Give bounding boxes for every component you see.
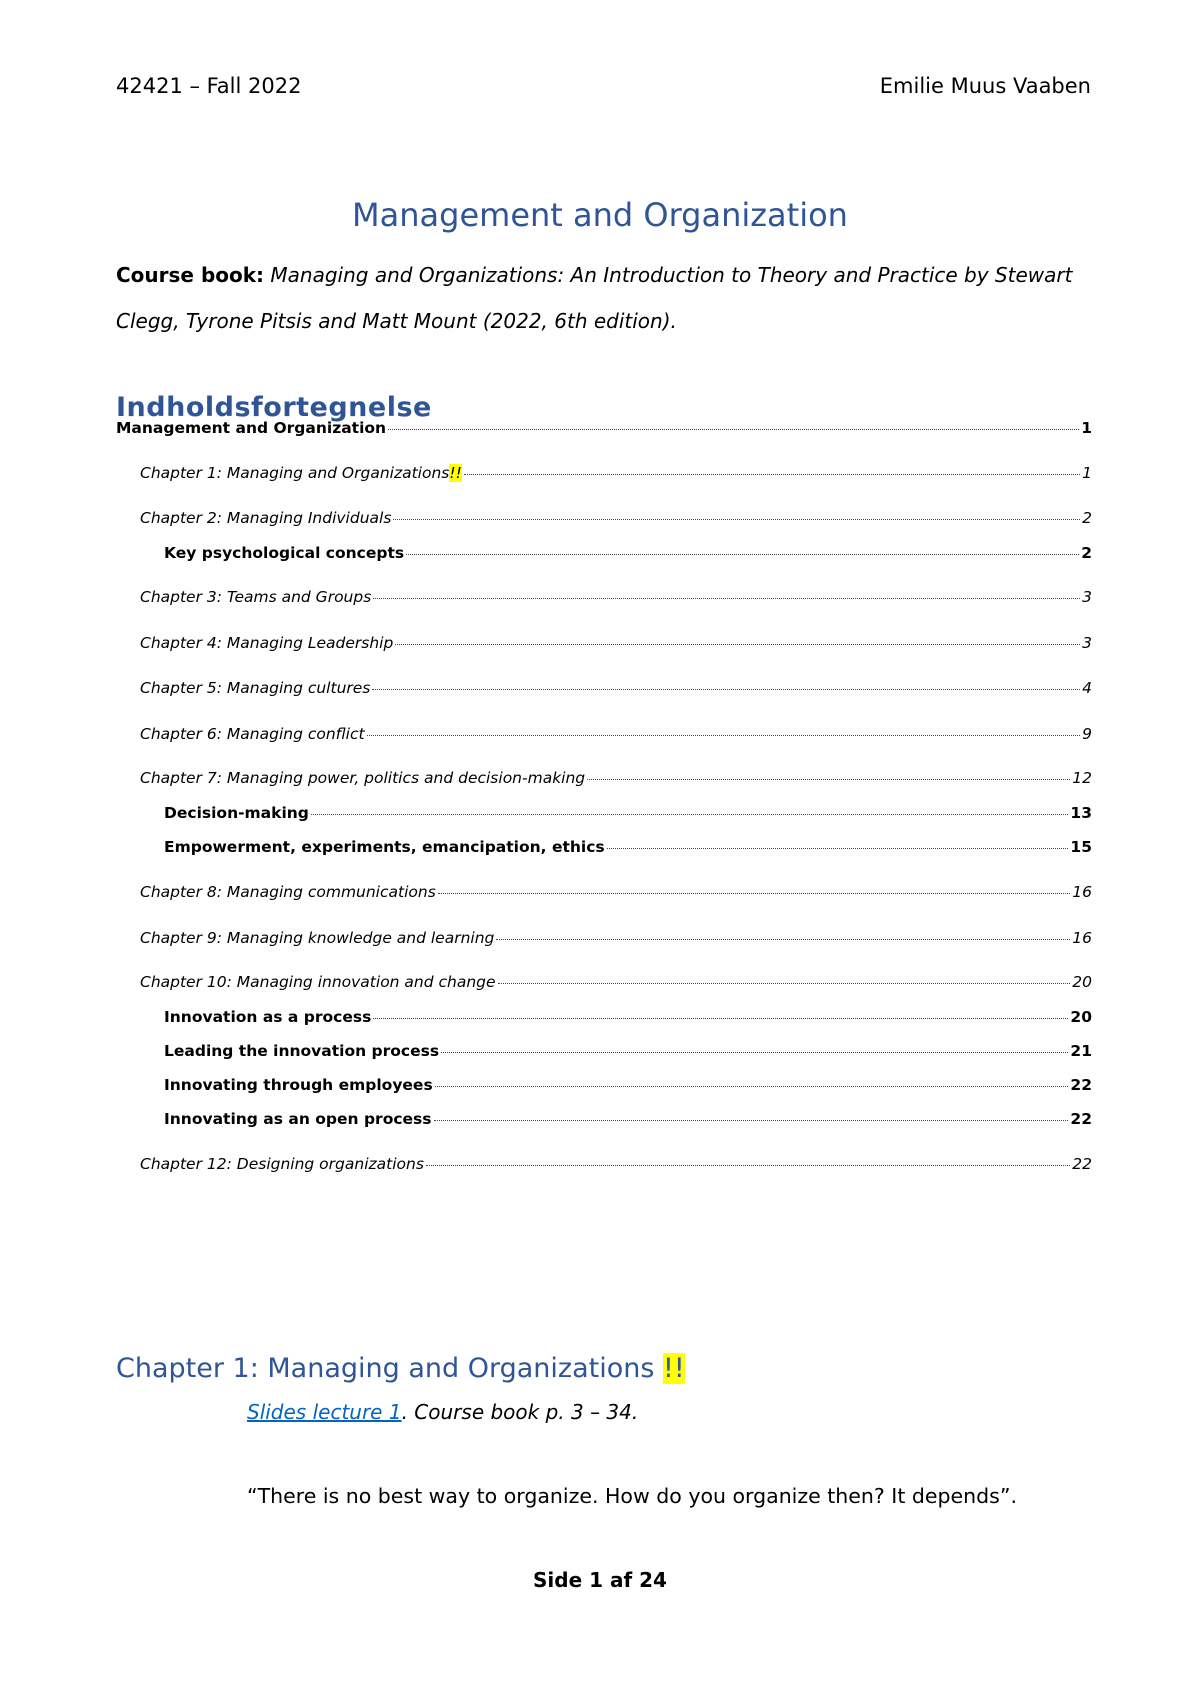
toc-entry[interactable] [116,419,1092,437]
course-book-text-line2: Clegg, Tyrone Pitsis and Matt Mount (2022, 6th edition). [116,309,677,333]
header-course-code: 42421 – Fall 2022 [116,74,302,98]
toc-entry-title: Chapter 6: Managing conflict [140,725,365,743]
toc-page-number: 3 [1082,634,1092,652]
toc-dot-leader [441,1051,1068,1053]
toc-dot-leader [311,813,1069,815]
toc-entry[interactable] [140,769,1092,787]
toc-entry-title: Management and Organization [116,419,387,437]
chapter1-heading [116,1353,685,1384]
toc-dot-leader [498,982,1071,984]
toc-dot-leader [496,938,1070,940]
course-book-paragraph [116,252,1091,344]
toc-entry-title: Chapter 2: Managing Individuals [140,509,392,527]
toc-page-number: 21 [1070,1042,1092,1060]
toc-entry[interactable] [140,634,1092,652]
toc-page-number: 4 [1082,679,1092,697]
toc-entry-title: Chapter 4: Managing Leadership [140,634,394,652]
toc-entry-title: Key psychological concepts [164,544,405,562]
toc-dot-leader [395,643,1080,645]
toc-entry-title: Leading the innovation process [164,1042,440,1060]
toc-page-number: 16 [1072,883,1092,901]
toc-page-number: 15 [1070,838,1092,856]
course-book-label: Course book: [116,263,265,287]
toc-dot-leader [388,428,1079,430]
toc-entry[interactable] [164,1042,1092,1060]
toc-entry-title: Empowerment, experiments, emancipation, ethics [164,838,605,856]
header-author: Emilie Muus Vaaben [879,74,1091,98]
toc-entry-title: Decision-making [164,804,309,822]
toc-entry[interactable] [164,1008,1092,1026]
toc-page-number: 3 [1082,588,1092,606]
toc-page-number: 22 [1070,1110,1092,1128]
toc-entry-title: Chapter 1: Managing and Organizations [140,464,450,482]
toc-dot-leader [435,1085,1069,1087]
slides-lecture-link[interactable]: Slides lecture 1 [247,1400,402,1424]
toc-page-number: 2 [1081,544,1092,562]
toc-dot-leader [406,553,1079,555]
toc-dot-leader [587,778,1070,780]
toc-dot-leader [464,473,1080,475]
toc-entry[interactable] [140,679,1092,697]
toc-dot-leader [434,1119,1069,1121]
slides-line [247,1400,638,1424]
toc-entry[interactable] [164,1110,1092,1128]
page-title: Management and Organization [352,196,848,234]
toc-heading: Indholdsfortegnelse [116,392,432,423]
toc-entry-title: Innovating as an open process [164,1110,432,1128]
toc-entry[interactable] [140,464,1092,482]
toc-entry-title: Innovation as a process [164,1008,372,1026]
toc-entry-title: Chapter 9: Managing knowledge and learning [140,929,495,947]
chapter1-heading-text: Chapter 1: Managing and Organizations [116,1353,664,1384]
toc-entry[interactable] [140,929,1092,947]
toc-entry[interactable] [140,973,1092,991]
course-book-text-line1: Managing and Organizations: An Introduction to Theory and Practice by Stewart [270,263,1073,287]
toc-dot-leader [607,847,1069,849]
toc-dot-leader [367,734,1081,736]
toc-entry-title: Chapter 12: Designing organizations [140,1155,424,1173]
toc-entry-title: Chapter 5: Managing cultures [140,679,371,697]
toc-page-number: 16 [1072,929,1092,947]
toc-dot-leader [393,518,1080,520]
toc-entry-title: Chapter 8: Managing communications [140,883,436,901]
page-footer: Side 1 af 24 [533,1568,667,1592]
toc-dot-leader [372,688,1080,690]
course-book-pages: . Course book p. 3 – 34. [401,1400,639,1424]
toc-page-number: 9 [1082,725,1092,743]
toc-entry-highlight: !! [449,464,462,482]
toc-entry-title: Chapter 3: Teams and Groups [140,588,372,606]
toc-entry-title: Chapter 7: Managing power, politics and decision-making [140,769,586,787]
toc-entry[interactable] [164,1076,1092,1094]
toc-page-number: 13 [1070,804,1092,822]
toc-entry[interactable] [140,883,1092,901]
quote-text: “There is no best way to organize. How do you organize then? It depends”. [247,1484,1017,1508]
toc-dot-leader [438,892,1070,894]
toc-page-number: 22 [1070,1076,1092,1094]
toc-page-number: 20 [1070,1008,1092,1026]
toc-dot-leader [373,597,1080,599]
toc-page-number: 1 [1082,464,1092,482]
toc-page-number: 12 [1072,769,1092,787]
toc-page-number: 20 [1072,973,1092,991]
toc-entry[interactable] [164,544,1092,562]
toc-page-number: 1 [1081,419,1092,437]
toc-entry[interactable] [140,588,1092,606]
toc-entry[interactable] [140,1155,1092,1173]
toc-page-number: 22 [1072,1155,1092,1173]
toc-entry-title: Chapter 10: Managing innovation and change [140,973,496,991]
toc-entry[interactable] [140,509,1092,527]
toc-entry[interactable] [140,725,1092,743]
chapter1-heading-highlight: !! [663,1353,685,1384]
toc-entry-title: Innovating through employees [164,1076,433,1094]
toc-entry[interactable] [164,804,1092,822]
toc-page-number: 2 [1082,509,1092,527]
toc-dot-leader [426,1164,1070,1166]
toc-dot-leader [373,1017,1068,1019]
toc-entry[interactable] [164,838,1092,856]
